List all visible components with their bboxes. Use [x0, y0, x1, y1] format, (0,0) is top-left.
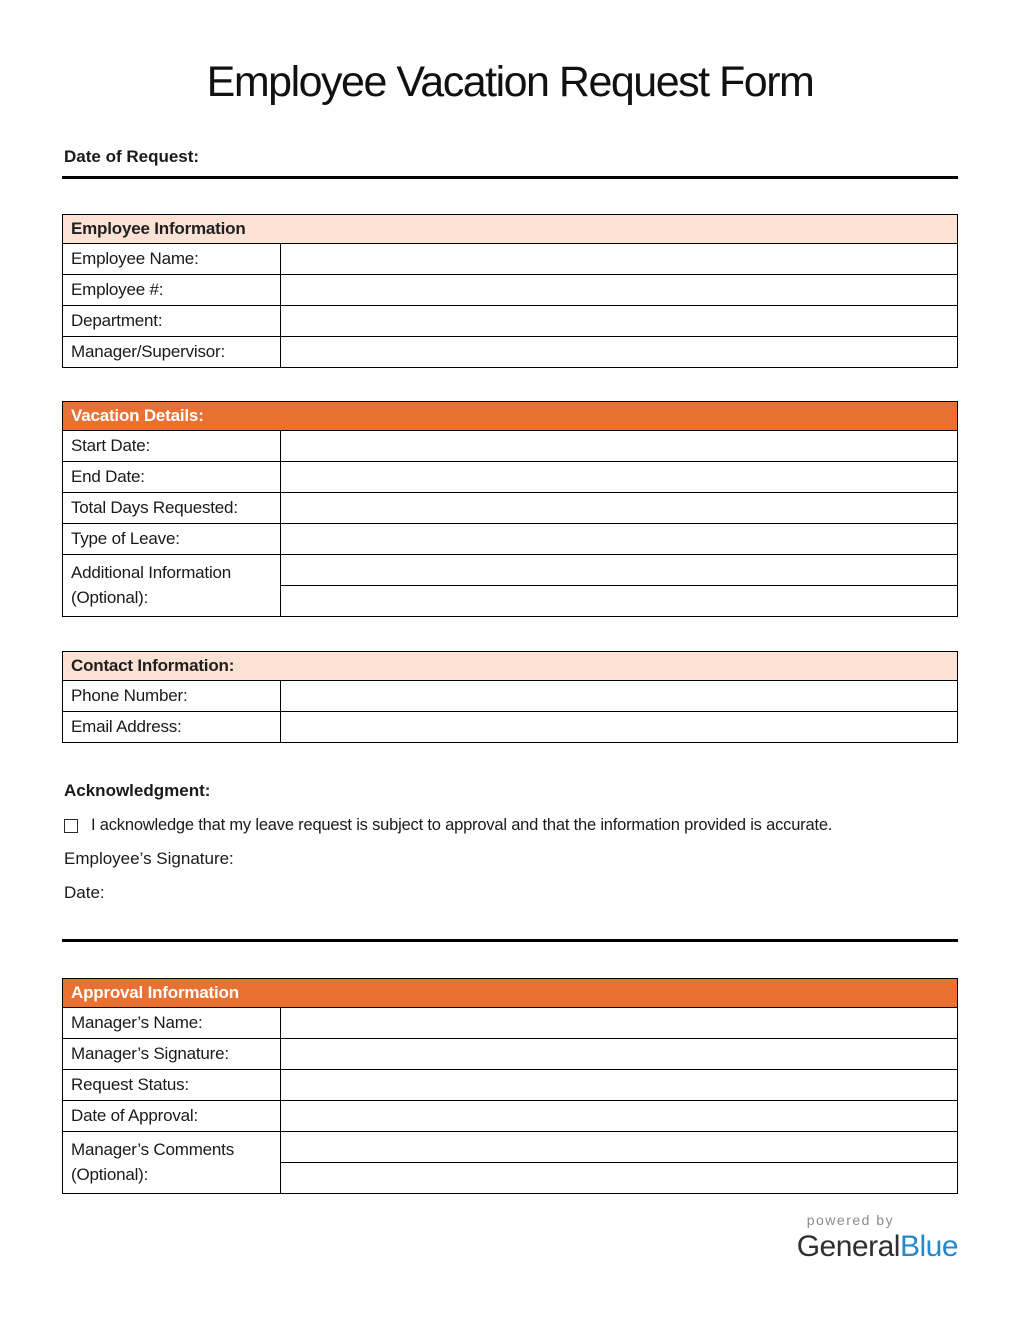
row-label-date-of-approval: Date of Approval:: [63, 1101, 281, 1132]
acknowledgment-checkbox[interactable]: [64, 819, 78, 833]
contact-info-header: Contact Information:: [63, 652, 958, 681]
signature-date-label: Date:: [64, 883, 105, 902]
vacation-details-table: [62, 401, 958, 617]
row-label-department: Department:: [63, 306, 281, 337]
employee-signature-label: Employee’s Signature:: [64, 849, 234, 868]
field-start-date[interactable]: [281, 431, 958, 462]
table-row: [63, 1008, 958, 1039]
acknowledgment-row: [62, 816, 958, 835]
table-row: [63, 555, 958, 586]
contact-info-table: [62, 651, 958, 743]
row-label-manager-comments: Manager’s Comments (Optional):: [63, 1132, 281, 1194]
acknowledgment-heading: Acknowledgment:: [64, 781, 211, 800]
row-label-employee-number: Employee #:: [63, 275, 281, 306]
generalblue-logo: [797, 1230, 958, 1264]
row-label-manager-supervisor: Manager/Supervisor:: [63, 337, 281, 368]
date-of-request-rule: [62, 176, 958, 179]
row-label-manager-signature: Manager’s Signature:: [63, 1039, 281, 1070]
row-label-employee-name: Employee Name:: [63, 244, 281, 275]
page-title: Employee Vacation Request Form: [206, 58, 814, 106]
vacation-details-header: Vacation Details:: [63, 402, 958, 431]
row-label-start-date: Start Date:: [63, 431, 281, 462]
table-row: [63, 1039, 958, 1070]
table-row: [63, 1070, 958, 1101]
field-additional-info-line-1[interactable]: [281, 555, 958, 586]
powered-by-label: powered by: [806, 1212, 895, 1228]
field-phone-number[interactable]: [281, 681, 958, 712]
vacation-details-header-row: [63, 402, 958, 431]
row-label-additional-info: Additional Information (Optional):: [63, 555, 281, 617]
field-email-address[interactable]: [281, 712, 958, 743]
logo-text-blue: Blue: [899, 1230, 958, 1263]
employee-info-table: [62, 214, 958, 368]
field-request-status[interactable]: [281, 1070, 958, 1101]
employee-info-header: Employee Information: [63, 215, 958, 244]
section-divider-rule: [62, 939, 958, 942]
row-label-type-of-leave: Type of Leave:: [63, 524, 281, 555]
row-label-total-days: Total Days Requested:: [63, 493, 281, 524]
date-of-request-label: Date of Request:: [64, 147, 200, 166]
contact-info-header-row: [63, 652, 958, 681]
approval-info-table: [62, 978, 958, 1194]
table-row: [63, 493, 958, 524]
field-employee-number[interactable]: [281, 275, 958, 306]
table-row: [63, 1101, 958, 1132]
field-date-of-approval[interactable]: [281, 1101, 958, 1132]
field-manager-name[interactable]: [281, 1008, 958, 1039]
field-manager-supervisor[interactable]: [281, 337, 958, 368]
table-row: [63, 306, 958, 337]
field-total-days[interactable]: [281, 493, 958, 524]
table-row: [63, 524, 958, 555]
table-row: [63, 431, 958, 462]
field-manager-signature[interactable]: [281, 1039, 958, 1070]
row-label-email-address: Email Address:: [63, 712, 281, 743]
approval-info-header: Approval Information: [63, 979, 958, 1008]
row-label-end-date: End Date:: [63, 462, 281, 493]
field-manager-comments-line-1[interactable]: [281, 1132, 958, 1163]
acknowledgment-text: I acknowledge that my leave request is subject to approval and that the information provided is accurate.: [91, 816, 833, 834]
table-row: [63, 462, 958, 493]
generalblue-branding: [797, 1212, 958, 1264]
field-end-date[interactable]: [281, 462, 958, 493]
row-label-manager-name: Manager’s Name:: [63, 1008, 281, 1039]
field-additional-info-line-2[interactable]: [281, 586, 958, 617]
table-row: [63, 712, 958, 743]
field-employee-name[interactable]: [281, 244, 958, 275]
approval-info-header-row: [63, 979, 958, 1008]
table-row: [63, 244, 958, 275]
table-row: [63, 681, 958, 712]
employee-info-header-row: [63, 215, 958, 244]
table-row: [63, 1132, 958, 1163]
logo-text-general: General: [796, 1230, 900, 1263]
table-row: [63, 337, 958, 368]
row-label-request-status: Request Status:: [63, 1070, 281, 1101]
field-type-of-leave[interactable]: [281, 524, 958, 555]
field-manager-comments-line-2[interactable]: [281, 1163, 958, 1194]
table-row: [63, 275, 958, 306]
field-department[interactable]: [281, 306, 958, 337]
row-label-phone-number: Phone Number:: [63, 681, 281, 712]
